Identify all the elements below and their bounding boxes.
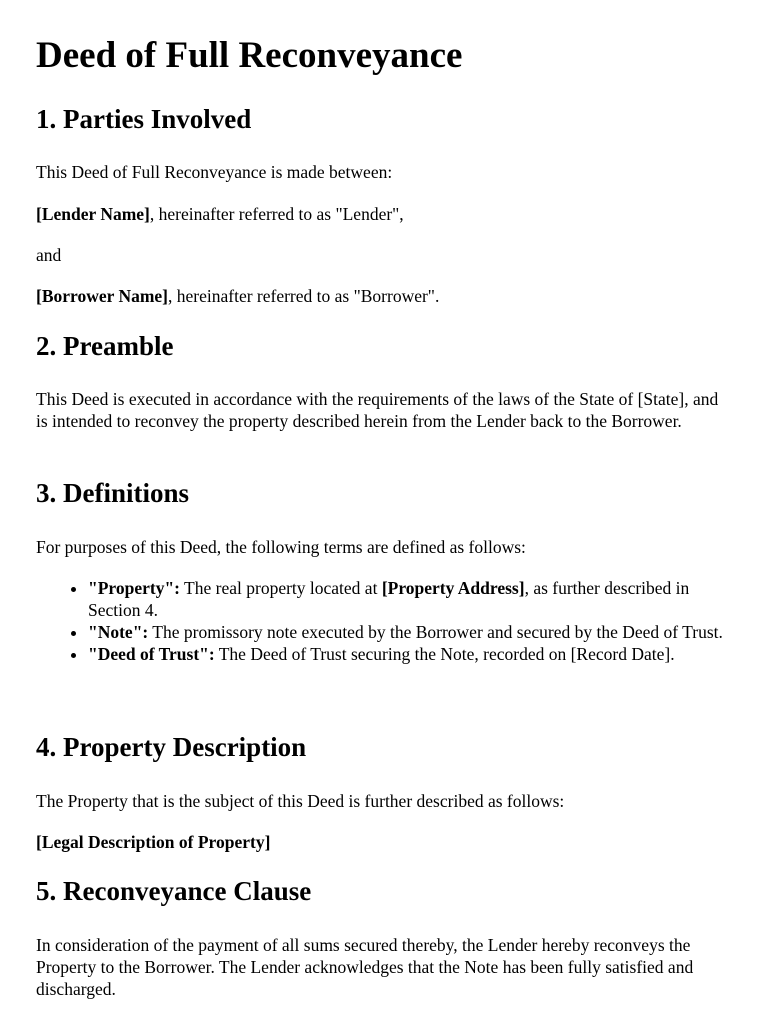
document-title: Deed of Full Reconveyance	[36, 35, 463, 76]
legal-description	[36, 831, 726, 853]
definition-inline-bold: [Property Address]	[381, 578, 525, 598]
definition-text-after: , as further described in Section 4.	[88, 578, 690, 620]
definition-text: The Deed of Trust securing the Note, recorded on [Record Date].	[214, 644, 675, 664]
list-item	[88, 621, 728, 643]
parties-intro: This Deed of Full Reconveyance is made between:	[36, 162, 393, 182]
definition-term: "Property":	[88, 578, 180, 598]
definition-term: "Deed of Trust":	[88, 644, 215, 664]
section-heading-parties: 1. Parties Involved	[36, 104, 252, 134]
legal-description-text: [Legal Description of Property]	[36, 832, 271, 852]
definition-text: The real property located at	[180, 578, 382, 598]
section-heading-property: 4. Property Description	[36, 732, 307, 762]
borrower-name: [Borrower Name]	[36, 286, 169, 306]
lender-suffix: , hereinafter referred to as "Lender",	[149, 204, 404, 224]
section-heading-definitions: 3. Definitions	[36, 478, 190, 508]
reconveyance-text: In consideration of the payment of all sums secured thereby, the Lender hereby reconveys the Property to the Borrower. The Lender acknowledges that the Note has been fully satisfied and discharged.	[36, 935, 694, 999]
definition-term: "Note":	[88, 622, 149, 642]
lender-name: [Lender Name]	[36, 204, 150, 224]
property-intro: The Property that is the subject of this Deed is further described as follows:	[36, 791, 565, 811]
definition-text: The promissory note executed by the Borrower and secured by the Deed of Trust.	[148, 622, 723, 642]
borrower-line	[36, 285, 726, 307]
and-text: and	[36, 245, 62, 265]
section-heading-preamble: 2. Preamble	[36, 331, 174, 361]
borrower-suffix: , hereinafter referred to as "Borrower".	[168, 286, 440, 306]
definitions-list	[36, 577, 728, 665]
lender-line	[36, 203, 726, 225]
definitions-intro: For purposes of this Deed, the following terms are defined as follows:	[36, 537, 526, 557]
list-item	[88, 577, 728, 621]
section-heading-reconveyance: 5. Reconveyance Clause	[36, 876, 312, 906]
preamble-text: This Deed is executed in accordance with the requirements of the laws of the State of [State], and is intended to reconvey the property described herein from the Lender back to the Borrower.	[36, 389, 719, 431]
list-item	[88, 643, 728, 665]
